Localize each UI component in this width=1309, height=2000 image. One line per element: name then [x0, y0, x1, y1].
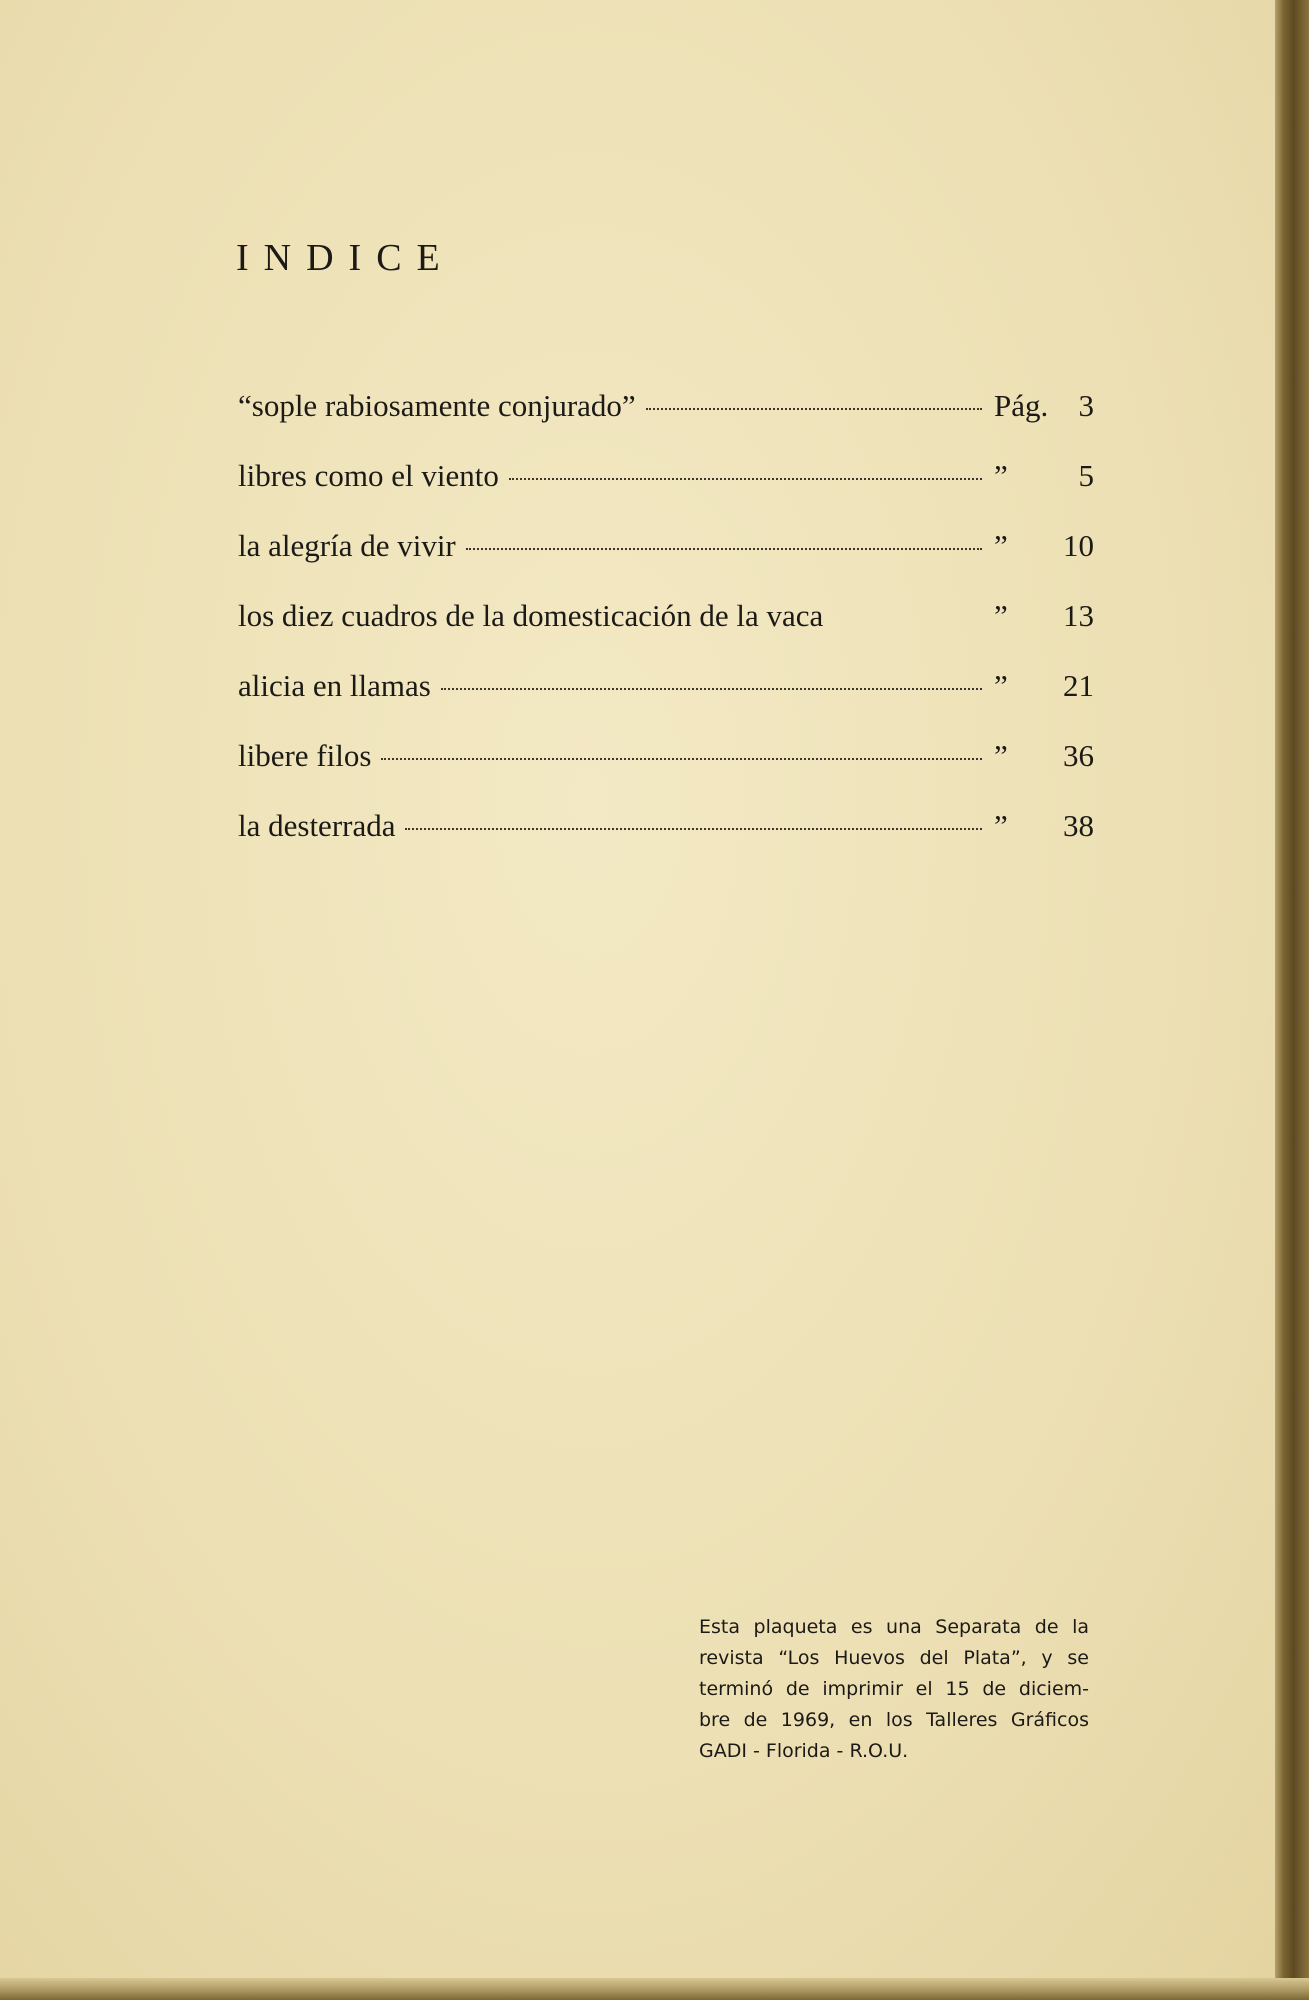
toc-page-number: 36	[1063, 738, 1094, 773]
colophon-line: Esta plaqueta es una Separata de la	[699, 1616, 1089, 1638]
toc-page-number: 3	[1078, 388, 1094, 423]
toc-page-number: 21	[1063, 668, 1094, 703]
toc-ditto-mark: ”	[994, 598, 1008, 633]
table-of-contents	[238, 388, 1094, 878]
toc-page-number: 38	[1063, 808, 1094, 843]
toc-entry-title: libere filos	[238, 738, 372, 773]
toc-entry	[238, 528, 1094, 598]
dot-leader	[405, 828, 982, 830]
toc-entry-title: “sople rabiosamente conjurado”	[238, 388, 636, 423]
toc-entry	[238, 388, 1094, 458]
dot-leader	[646, 408, 982, 410]
toc-ditto-mark: ”	[994, 668, 1008, 703]
toc-ditto-mark: ”	[994, 738, 1008, 773]
colophon-line: revista “Los Huevos del Plata”, y se	[699, 1647, 1089, 1669]
toc-entry-title: alicia en llamas	[238, 668, 431, 703]
toc-entry	[238, 458, 1094, 528]
toc-entry-title: la alegría de vivir	[238, 528, 456, 563]
page-bottom-edge	[0, 1978, 1309, 2000]
toc-ditto-mark: ”	[994, 808, 1008, 843]
colophon-note	[699, 1612, 1089, 1767]
toc-page-number: 13	[1063, 598, 1094, 633]
toc-entry	[238, 738, 1094, 808]
page-title: INDICE	[236, 237, 455, 279]
toc-page-number: 5	[1078, 458, 1094, 493]
colophon-line: GADI - Florida - R.O.U.	[699, 1740, 909, 1762]
book-spine	[1275, 0, 1309, 2000]
toc-ditto-mark: ”	[994, 528, 1008, 563]
toc-entry-title: libres como el viento	[238, 458, 499, 493]
toc-page-number: 10	[1063, 528, 1094, 563]
dot-leader	[466, 548, 982, 550]
toc-entry-title: la desterrada	[238, 808, 396, 843]
dot-leader	[381, 758, 982, 760]
toc-page-prefix: Pág.	[994, 388, 1049, 423]
toc-entry-title: los diez cuadros de la domesticación de la vaca	[238, 598, 824, 633]
toc-ditto-mark: ”	[994, 458, 1008, 493]
colophon-line: bre de 1969, en los Talleres Gráficos	[699, 1709, 1089, 1731]
toc-entry	[238, 808, 1094, 878]
colophon-line: terminó de imprimir el 15 de diciem-	[699, 1678, 1089, 1700]
dot-leader	[509, 478, 982, 480]
dot-leader	[441, 688, 982, 690]
toc-entry	[238, 598, 1094, 668]
toc-entry	[238, 668, 1094, 738]
